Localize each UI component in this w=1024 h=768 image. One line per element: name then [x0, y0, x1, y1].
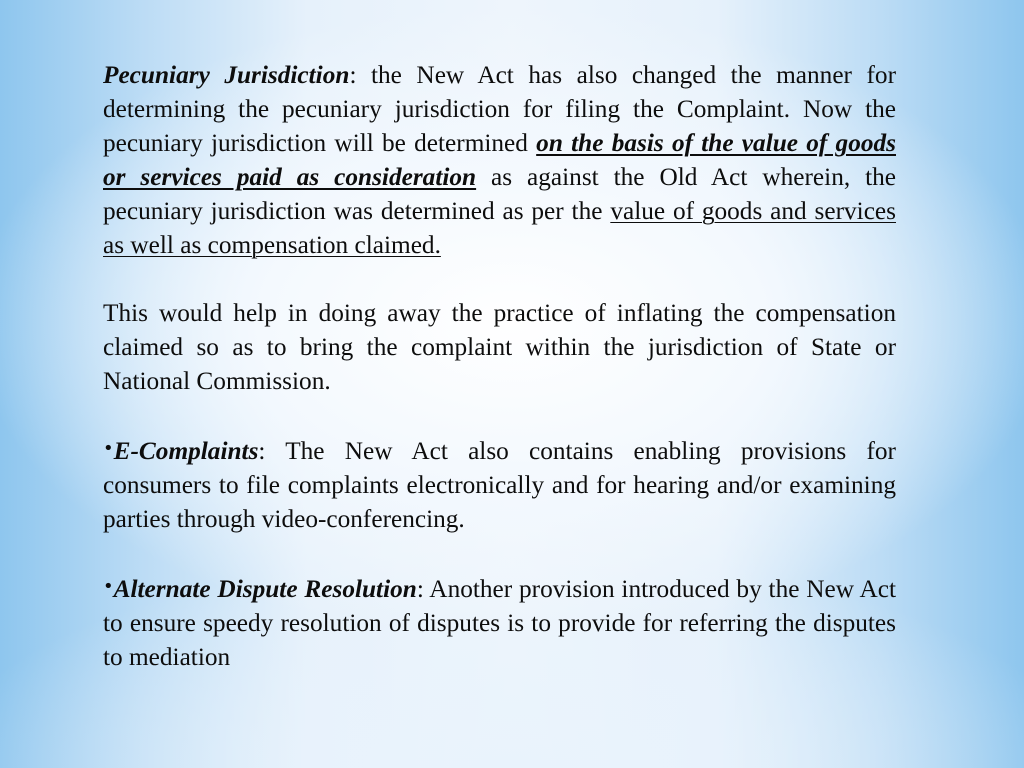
pecuniary-jurisdiction-paragraph [103, 58, 896, 262]
pecuniary-colon: : [349, 61, 357, 89]
adr-paragraph [103, 570, 896, 674]
bullet-icon: • [103, 576, 114, 597]
paragraph-spacer [103, 262, 896, 296]
pecuniary-text-part2: as against the Old Act wherein, the pecuniary jurisdiction was determined as per the [103, 163, 896, 225]
e-complaints-paragraph [103, 432, 896, 536]
bullet-icon: • [103, 438, 114, 459]
adr-term: Alternate Dispute Resolution [113, 575, 417, 603]
pecuniary-text-part1: the New Act has also changed the manner for determining the pecuniary jurisdiction for filing the Complaint. Now the pecuniary jurisdiction will be determined [103, 61, 896, 157]
paragraph-spacer [103, 536, 896, 570]
adr-text: : Another provision introduced by the New Act to ensure speedy resolution of disputes is to provide for referring the disputes to mediation [103, 575, 896, 671]
slide-content [103, 58, 896, 674]
e-complaints-text: : The New Act also contains enabling provisions for consumers to file complaints electronically and for hearing and/or examining parties through video-conferencing. [103, 437, 896, 533]
pecuniary-emphasis: on the basis of the value of goods or services paid as consideration [103, 129, 896, 191]
pecuniary-underlined-text: value of goods and services as well as compensation claimed. [103, 197, 896, 259]
e-complaints-term: E-Complaints [113, 437, 259, 465]
paragraph-spacer [103, 398, 896, 432]
inflation-text: This would help in doing away the practice of inflating the compensation claimed so as to bring the complaint within the jurisdiction of State or National Commission. [103, 299, 896, 395]
inflation-paragraph [103, 296, 896, 398]
pecuniary-jurisdiction-term: Pecuniary Jurisdiction [103, 61, 350, 89]
